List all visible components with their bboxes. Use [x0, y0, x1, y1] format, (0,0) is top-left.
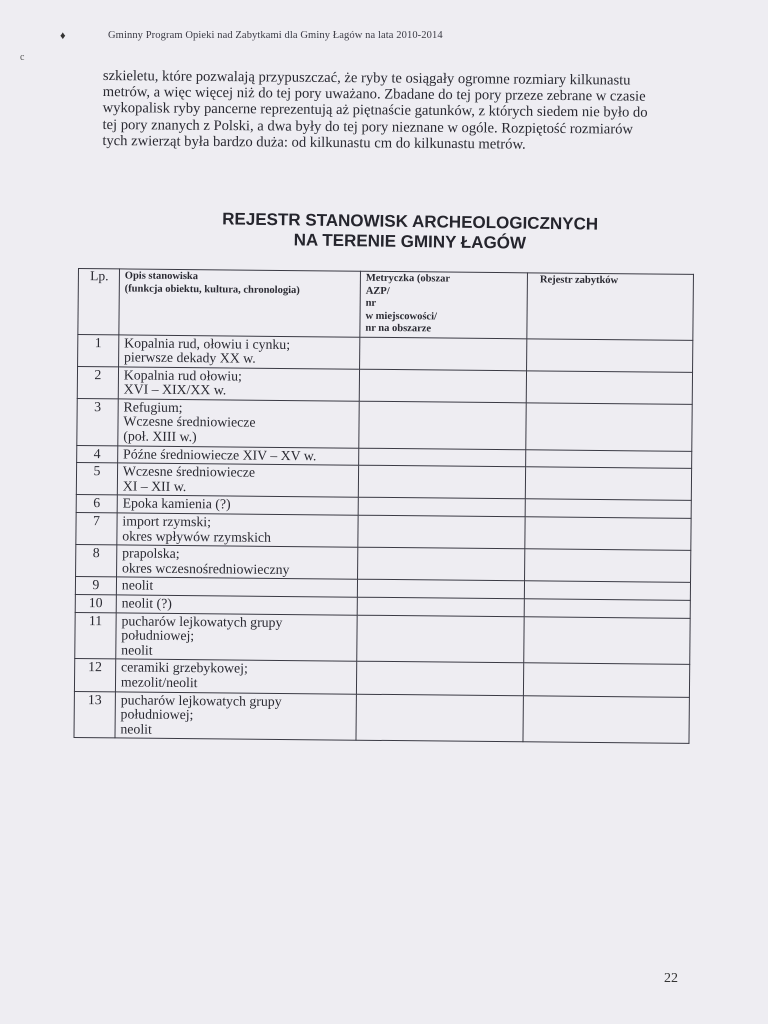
row-lp: 1: [78, 334, 119, 367]
row-opis-line: mezolit/neolit: [120, 674, 198, 691]
row-opis-line: (poł. XIII w.): [123, 428, 197, 445]
row-metryczka: [357, 580, 524, 599]
header-opis-line: (funkcja obiektu, kultura, chronologia): [124, 282, 300, 296]
table-row: [75, 612, 690, 665]
row-metryczka: [359, 369, 526, 403]
row-opis-line: Wczesne średniowiecze: [123, 413, 256, 431]
title-line-1: REJESTR STANOWISK ARCHEOLOGICZNYCH: [222, 209, 599, 234]
row-metryczka: [359, 401, 527, 449]
row-lp: 5: [76, 463, 117, 496]
row-opis-line: okres wczesnośredniowieczny: [121, 560, 290, 577]
row-lp: 13: [74, 691, 115, 738]
row-rejestr: [525, 467, 691, 501]
row-lp: 11: [75, 612, 116, 659]
table-header-row: [78, 269, 694, 340]
intro-line: tych zwierząt była bardzo duża: od kilkunastu cm do kilkunastu metrów.: [102, 132, 526, 153]
row-opis-line: XI – XII w.: [122, 478, 187, 494]
row-rejestr: [524, 581, 690, 600]
intro-line: szkieletu, które pozwalają przypuszczać, że ryby te osiągały ogromne rozmiary kilkunastu: [102, 68, 631, 89]
row-rejestr: [523, 663, 689, 697]
page-number: 22: [664, 971, 678, 986]
row-metryczka: [358, 515, 525, 549]
row-rejestr: [524, 599, 690, 618]
row-opis: [117, 463, 358, 498]
row-rejestr: [526, 449, 692, 468]
row-metryczka: [357, 615, 525, 663]
row-opis-line: XVI – XIX/XX w.: [123, 381, 227, 398]
row-rejestr: [523, 695, 689, 743]
header-metr-line: AZP/: [365, 285, 390, 297]
row-lp: 8: [76, 545, 117, 578]
row-metryczka: [358, 498, 525, 517]
header-metr-line: w miejscowości/: [365, 310, 437, 322]
header-metryczka: [360, 271, 528, 338]
row-rejestr: [527, 338, 693, 372]
row-opis: [115, 659, 356, 694]
table-body: [74, 334, 693, 744]
intro-line: tej pory znanych z Polski, a dwa były do tej pory nieznane w ogóle. Rozpiętość rozmiarów: [102, 116, 634, 138]
row-opis-line: neolit (?): [121, 595, 172, 611]
row-metryczka: [357, 547, 524, 581]
row-opis-line: prapolska;: [122, 545, 180, 562]
row-metryczka: [358, 465, 525, 499]
row-opis-line: ceramiki grzebykowej;: [120, 659, 248, 677]
row-opis-line: Wczesne średniowiecze: [122, 463, 256, 480]
row-opis-line: południowej;: [120, 706, 194, 723]
row-opis-line: neolit: [121, 642, 153, 658]
row-opis: [115, 691, 357, 740]
row-opis-line: Kopalnia rud, ołowiu i cynku;: [124, 334, 291, 352]
header-metr-line: Metryczka (obszar: [365, 272, 451, 285]
row-lp: 10: [75, 594, 116, 612]
row-opis: [116, 612, 358, 661]
row-opis-line: pucharów lejkowatych grupy: [120, 691, 282, 709]
row-opis-line: południowej;: [121, 627, 195, 644]
register-table: [73, 268, 693, 744]
row-opis-line: import rzymski;: [122, 513, 212, 530]
row-rejestr: [524, 616, 690, 664]
row-metryczka: [357, 597, 524, 616]
row-lp: 12: [74, 659, 115, 692]
running-header: Gminny Program Opieki nad Zabytkami dla Gminy Łagów na lata 2010-2014: [108, 30, 443, 41]
header-opis-line: Opis stanowiska: [124, 270, 199, 283]
row-opis: [117, 513, 358, 548]
row-opis: [116, 577, 357, 597]
table-row: [74, 691, 689, 744]
row-opis-line: neolit: [121, 577, 154, 594]
header-opis: [119, 269, 361, 337]
row-rejestr: [525, 549, 691, 583]
row-opis-line: Późne średniowiecze XIV – XV w.: [123, 446, 317, 463]
table-row: [77, 398, 692, 451]
row-opis-line: pierwsze dekady XX w.: [123, 349, 256, 366]
row-rejestr: [525, 499, 691, 518]
row-opis-line: neolit: [120, 721, 152, 737]
row-opis: [118, 367, 359, 402]
row-opis: [116, 545, 357, 580]
row-metryczka: [359, 337, 526, 371]
intro-line: metrów, a więc więcej niż do tej pory uważano. Zbadane do tej pory przeze zebrane w czasie: [102, 84, 646, 105]
row-opis: [117, 495, 358, 515]
row-rejestr: [526, 370, 692, 404]
intro-paragraph: [102, 68, 713, 154]
row-rejestr: [526, 403, 692, 451]
row-opis-line: Epoka kamienia (?): [122, 495, 231, 512]
row-opis-line: Refugium;: [123, 399, 183, 415]
row-metryczka: [359, 448, 526, 467]
scan-speck-icon: c: [20, 52, 25, 63]
header-metr-line: nr: [365, 297, 377, 309]
row-opis: [118, 334, 359, 369]
row-lp: 3: [77, 398, 118, 445]
title-line-2: NA TERENIE GMINY ŁAGÓW: [293, 230, 527, 253]
row-opis-line: pucharów lejkowatych grupy: [121, 613, 283, 630]
row-metryczka: [356, 694, 524, 742]
row-rejestr: [525, 517, 691, 551]
row-opis: [116, 595, 357, 615]
header-rejestr: Rejestr zabytków: [527, 273, 694, 340]
row-metryczka: [356, 662, 523, 696]
row-opis: [118, 446, 359, 466]
row-lp: 9: [75, 577, 116, 595]
row-opis-line: okres wpływów rzymskich: [122, 528, 272, 545]
row-opis: [118, 399, 360, 448]
row-opis-line: Kopalnia rud ołowiu;: [123, 367, 242, 384]
row-lp: 4: [77, 445, 118, 463]
row-lp: 7: [76, 513, 117, 546]
bullet-mark-icon: ♦: [60, 30, 66, 42]
header-metr-line: nr na obszarze: [365, 322, 432, 335]
page-title: [150, 208, 671, 255]
header-lp: Lp.: [78, 269, 120, 335]
row-lp: 2: [77, 366, 118, 399]
row-lp: 6: [76, 495, 117, 513]
intro-line: wykopalisk ryby pancerne reprezentują aż piętnaście gatunków, z których siedem nie było do: [102, 100, 648, 122]
